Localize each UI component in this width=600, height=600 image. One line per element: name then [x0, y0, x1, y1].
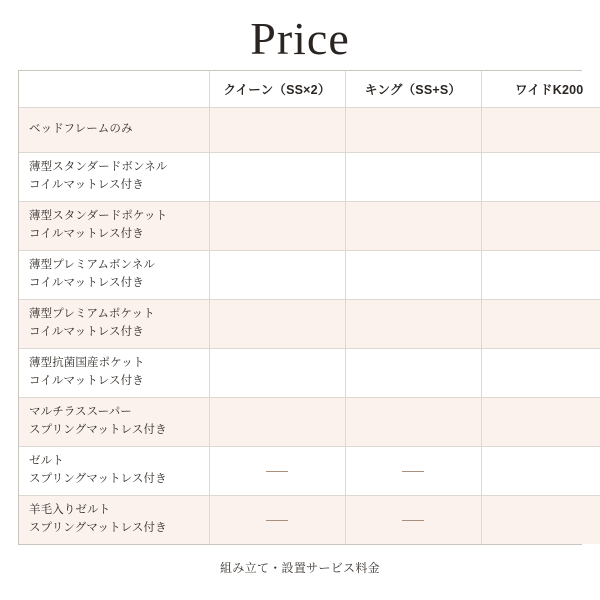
- row-label: [19, 251, 209, 300]
- row-cell-king: [345, 153, 481, 202]
- unavailable-dash-icon: [402, 520, 424, 521]
- row-cell-queen: [209, 202, 345, 251]
- row-cell-queen: [209, 300, 345, 349]
- row-label-line: コイルマットレス付き: [29, 375, 144, 387]
- row-cell-queen: [209, 447, 345, 496]
- column-header-blank: [19, 71, 209, 108]
- table-header-row: [19, 71, 600, 108]
- row-label-line: コイルマットレス付き: [29, 326, 144, 338]
- column-header-queen: クイーン（SS×2）: [209, 71, 345, 108]
- table-row: [19, 153, 600, 202]
- column-header-widek200: ワイドK200: [481, 71, 600, 108]
- unavailable-dash-icon: [266, 520, 288, 521]
- row-cell-queen: [209, 398, 345, 447]
- table-row: [19, 496, 600, 545]
- row-cell-widek200: [481, 153, 600, 202]
- row-label: [19, 447, 209, 496]
- row-label-line: スプリングマットレス付き: [29, 522, 167, 534]
- row-label: [19, 398, 209, 447]
- row-label: [19, 300, 209, 349]
- table-row: [19, 108, 600, 153]
- row-cell-queen: [209, 496, 345, 545]
- row-label-line: コイルマットレス付き: [29, 277, 144, 289]
- row-cell-king: [345, 398, 481, 447]
- row-cell-king: [345, 251, 481, 300]
- table-row: [19, 349, 600, 398]
- row-label-line: ゼルト: [29, 455, 64, 468]
- table-row: [19, 447, 600, 496]
- row-label-line: スプリングマットレス付き: [29, 424, 167, 436]
- row-cell-king: [345, 447, 481, 496]
- row-label-line: マルチラススーパー: [29, 406, 132, 419]
- row-cell-widek200: [481, 108, 600, 153]
- table-row: [19, 202, 600, 251]
- unavailable-dash-icon: [402, 471, 424, 472]
- row-cell-queen: [209, 251, 345, 300]
- row-cell-widek200: [481, 496, 600, 545]
- table-row: [19, 251, 600, 300]
- row-label: [19, 349, 209, 398]
- row-cell-widek200: [481, 251, 600, 300]
- table-row: [19, 300, 600, 349]
- page-title: Price: [250, 13, 350, 64]
- row-label: [19, 202, 209, 251]
- row-cell-widek200: [481, 398, 600, 447]
- row-label-line: 薄型抗菌国産ポケット: [29, 357, 145, 370]
- row-cell-king: [345, 202, 481, 251]
- row-cell-king: [345, 496, 481, 545]
- row-label-line: 羊毛入りゼルト: [29, 504, 111, 517]
- row-cell-queen: [209, 349, 345, 398]
- table-row: [19, 398, 600, 447]
- price-table: [19, 71, 600, 544]
- row-label-line: 薄型プレミアムポケット: [29, 308, 155, 321]
- row-label: [19, 496, 209, 545]
- column-header-king: キング（SS+S）: [345, 71, 481, 108]
- row-cell-queen: [209, 153, 345, 202]
- row-cell-king: [345, 108, 481, 153]
- row-label-line: 薄型スタンダードポケット: [29, 210, 168, 223]
- row-cell-widek200: [481, 349, 600, 398]
- row-label-line: コイルマットレス付き: [29, 179, 144, 191]
- row-cell-widek200: [481, 447, 600, 496]
- price-table-container: [18, 70, 582, 545]
- row-label-line: コイルマットレス付き: [29, 228, 144, 240]
- table-body: [19, 108, 600, 545]
- row-label: [19, 108, 209, 153]
- row-cell-widek200: [481, 300, 600, 349]
- row-label: [19, 153, 209, 202]
- row-label-line: 薄型スタンダードボンネル: [29, 161, 168, 174]
- row-cell-king: [345, 349, 481, 398]
- row-cell-king: [345, 300, 481, 349]
- assembly-service-note: 組み立て・設置サービス料金: [220, 561, 380, 575]
- unavailable-dash-icon: [266, 471, 288, 472]
- row-label-line: 薄型プレミアムボンネル: [29, 259, 155, 272]
- row-label-line: ベッドフレームのみ: [29, 123, 133, 136]
- row-label-line: スプリングマットレス付き: [29, 473, 167, 485]
- row-cell-widek200: [481, 202, 600, 251]
- row-cell-queen: [209, 108, 345, 153]
